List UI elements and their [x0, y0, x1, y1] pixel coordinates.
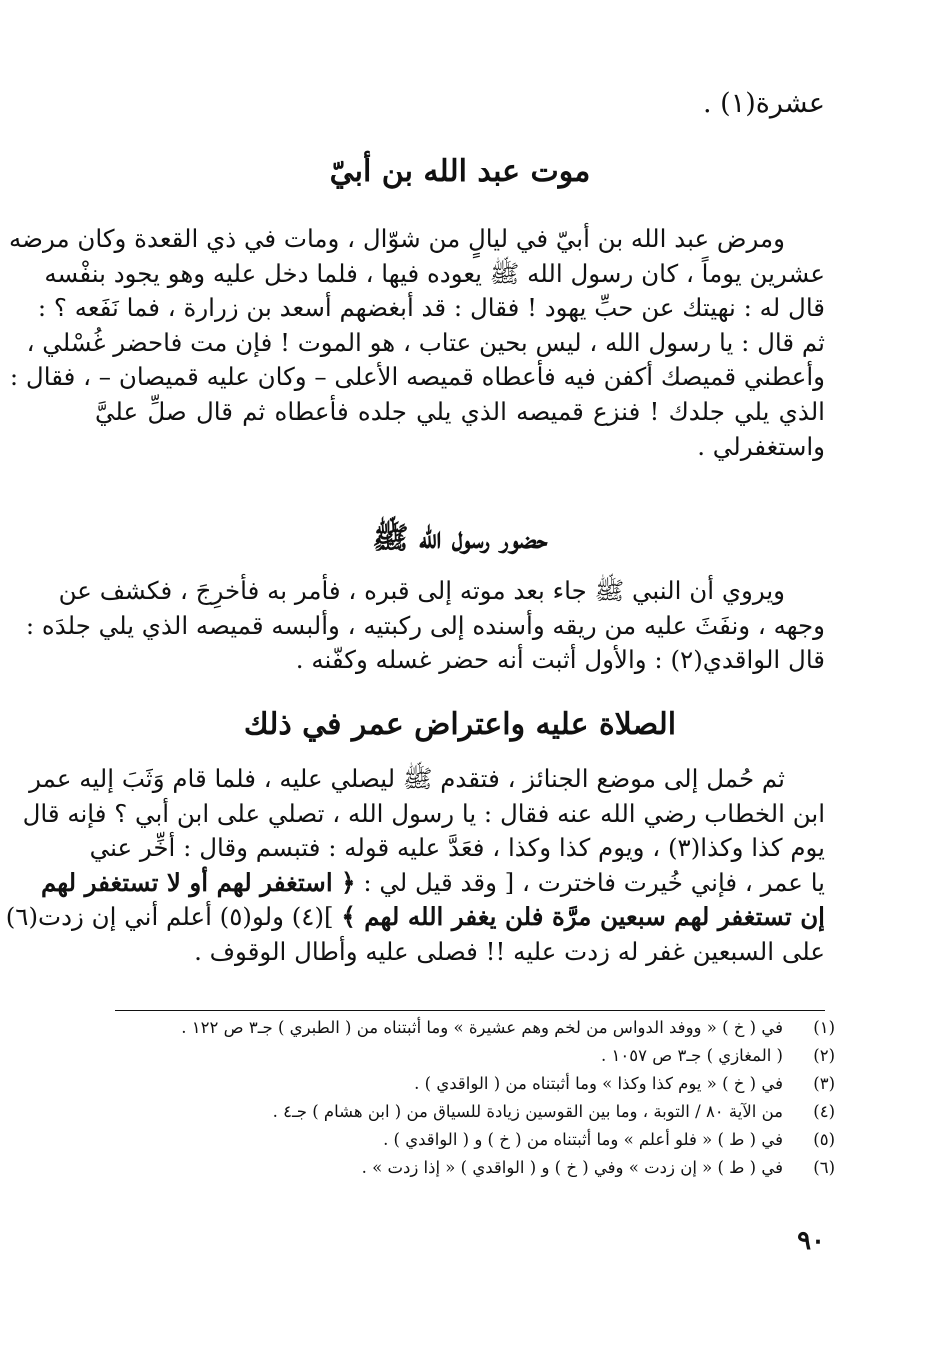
footnote-text: ( المغازي ) جـ٣ ص ١٠٥٧ .	[601, 1046, 783, 1065]
paragraph-line: ثم قال : يا رسول الله ، ليس بحين عتاب ، هو الموت ! فإن مت فاحضر غُسْلي ،	[26, 327, 825, 357]
footnote-item	[110, 1018, 835, 1046]
footnote-number: (٢)	[813, 1046, 835, 1065]
paragraph-line: ثم حُمل إلى موضع الجنائز ، فتقدم ﷺ ليصلي عليه ، فلما قام وَثَبَ إليه عمر	[29, 764, 785, 793]
opening-line: عشرة(١) .	[703, 88, 825, 119]
paragraph-line: عشرين يوماً ، كان رسول الله ﷺ يعوده فيها ، فلما دخل عليه وهو يجود بنفْسه	[44, 258, 825, 288]
paragraph-line: واستغفرلي .	[697, 431, 825, 461]
quran-verse-part-2: إن تستغفر لهم سبعين مرَّة فلن يغفر الله لهم ﴾	[341, 902, 825, 932]
paragraph-line: قال الواقدي(٢) : والأول أثبت أنه حضر غسله وكفّنه .	[295, 645, 825, 675]
footnotes	[110, 1018, 835, 1186]
page-number: ٩٠	[797, 1226, 825, 1256]
footnote-text: في ( خ ) « يوم كذا وكذا » وما أثبتناه من ( الواقدي ) .	[414, 1074, 783, 1093]
footnote-item	[110, 1046, 835, 1074]
paragraph-line: ومرض عبد الله بن أبيّ في ليالٍ من شوّال ، ومات في ذي القعدة وكان مرضه	[9, 224, 785, 253]
footnote-text: في ( خ ) « ووفد الدواس من لخم وهم عشيرة » وما أثبتناه من ( الطبري ) جـ٣ ص ١٢٢ .	[181, 1018, 783, 1037]
paragraph-line: على السبعين غفر له زدت عليه !! فصلى عليه وأطال الوقوف .	[194, 936, 825, 966]
footnote-divider	[115, 1010, 825, 1011]
paragraph-line	[5, 900, 825, 935]
paragraph-line: وأعطني قميصك أكفن فيه فأعطاه قميصه الأعلى – وكان عليه قميصان – ، فقال :	[9, 362, 825, 392]
paragraph-line: يوم كذا وكذا(٣) ، ويوم كذا وكذا ، فعَدَّ عليه قوله : فتبسم وقال : أخِّر عني	[89, 833, 825, 863]
paragraph-line: وجهه ، ونفَثَ عليه من ريقه وأسنده إلى ركبتيه ، وألبسه قميصه الذي يلي جلدَه :	[25, 610, 825, 640]
footnote-number: (٤)	[813, 1102, 835, 1121]
footnote-text: في ( ط ) « فلو أعلم » وما أثبتناه من ( خ ) و ( الواقدي ) .	[383, 1130, 783, 1149]
section-heading-prayer: الصلاة عليه واعتراض عمر في ذلك	[243, 707, 677, 742]
section-paragraph-prayer	[5, 762, 825, 970]
paragraph-text: ](٤) ولو(٥) أعلم أني إن زدت(٦)	[5, 902, 342, 932]
footnote-item	[110, 1158, 835, 1186]
paragraph-line: الذي يلي جلدك ! فنزع قميصه الذي يلي جلده فأعطاه ثم قال صلِّ عليَّ	[95, 396, 825, 426]
section-heading-presence: حضور رسول الله ﷺ	[372, 521, 548, 556]
quran-verse-part-1: ﴿ استغفر لهم أو لا تستغفر لهم	[41, 867, 356, 897]
paragraph-text: يا عمر ، فإني خُيرت فاخترت ، [ وقد قيل لي :	[363, 867, 825, 897]
paragraph-line: ابن الخطاب رضي الله عنه فقال : يا رسول الله ، تصلي على ابن أبي ؟ فإنه قال	[22, 798, 825, 828]
section-paragraph-death	[9, 222, 825, 464]
paragraph-line: ويروي أن النبي ﷺ جاء بعد موته إلى قبره ، فأمر به فأخرِجَ ، فكشف عن	[58, 576, 785, 605]
footnote-number: (٥)	[813, 1130, 835, 1149]
footnote-text: من الآية ٨٠ / التوبة ، وما بين القوسين زيادة للسياق من ( ابن هشام ) جـ٤ .	[272, 1102, 783, 1121]
footnote-item	[110, 1130, 835, 1158]
footnote-number: (٦)	[813, 1158, 835, 1177]
paragraph-line: قال له : نهيتك عن حبِّ يهود ! فقال : قد أبغضهم أسعد بن زرارة ، فما نَفَعه ؟ :	[37, 293, 825, 323]
section-heading-death: موت عبد الله بن أبيّ	[329, 154, 591, 189]
footnote-number: (١)	[813, 1018, 835, 1037]
footnote-number: (٣)	[813, 1074, 835, 1093]
footnote-item	[110, 1074, 835, 1102]
section-paragraph-presence	[25, 574, 825, 678]
footnote-text: في ( ط ) « إن زدت » وفي ( خ ) و ( الواقدي ) « إذا زدت » .	[361, 1158, 783, 1177]
paragraph-line	[41, 866, 825, 901]
footnote-item	[110, 1102, 835, 1130]
